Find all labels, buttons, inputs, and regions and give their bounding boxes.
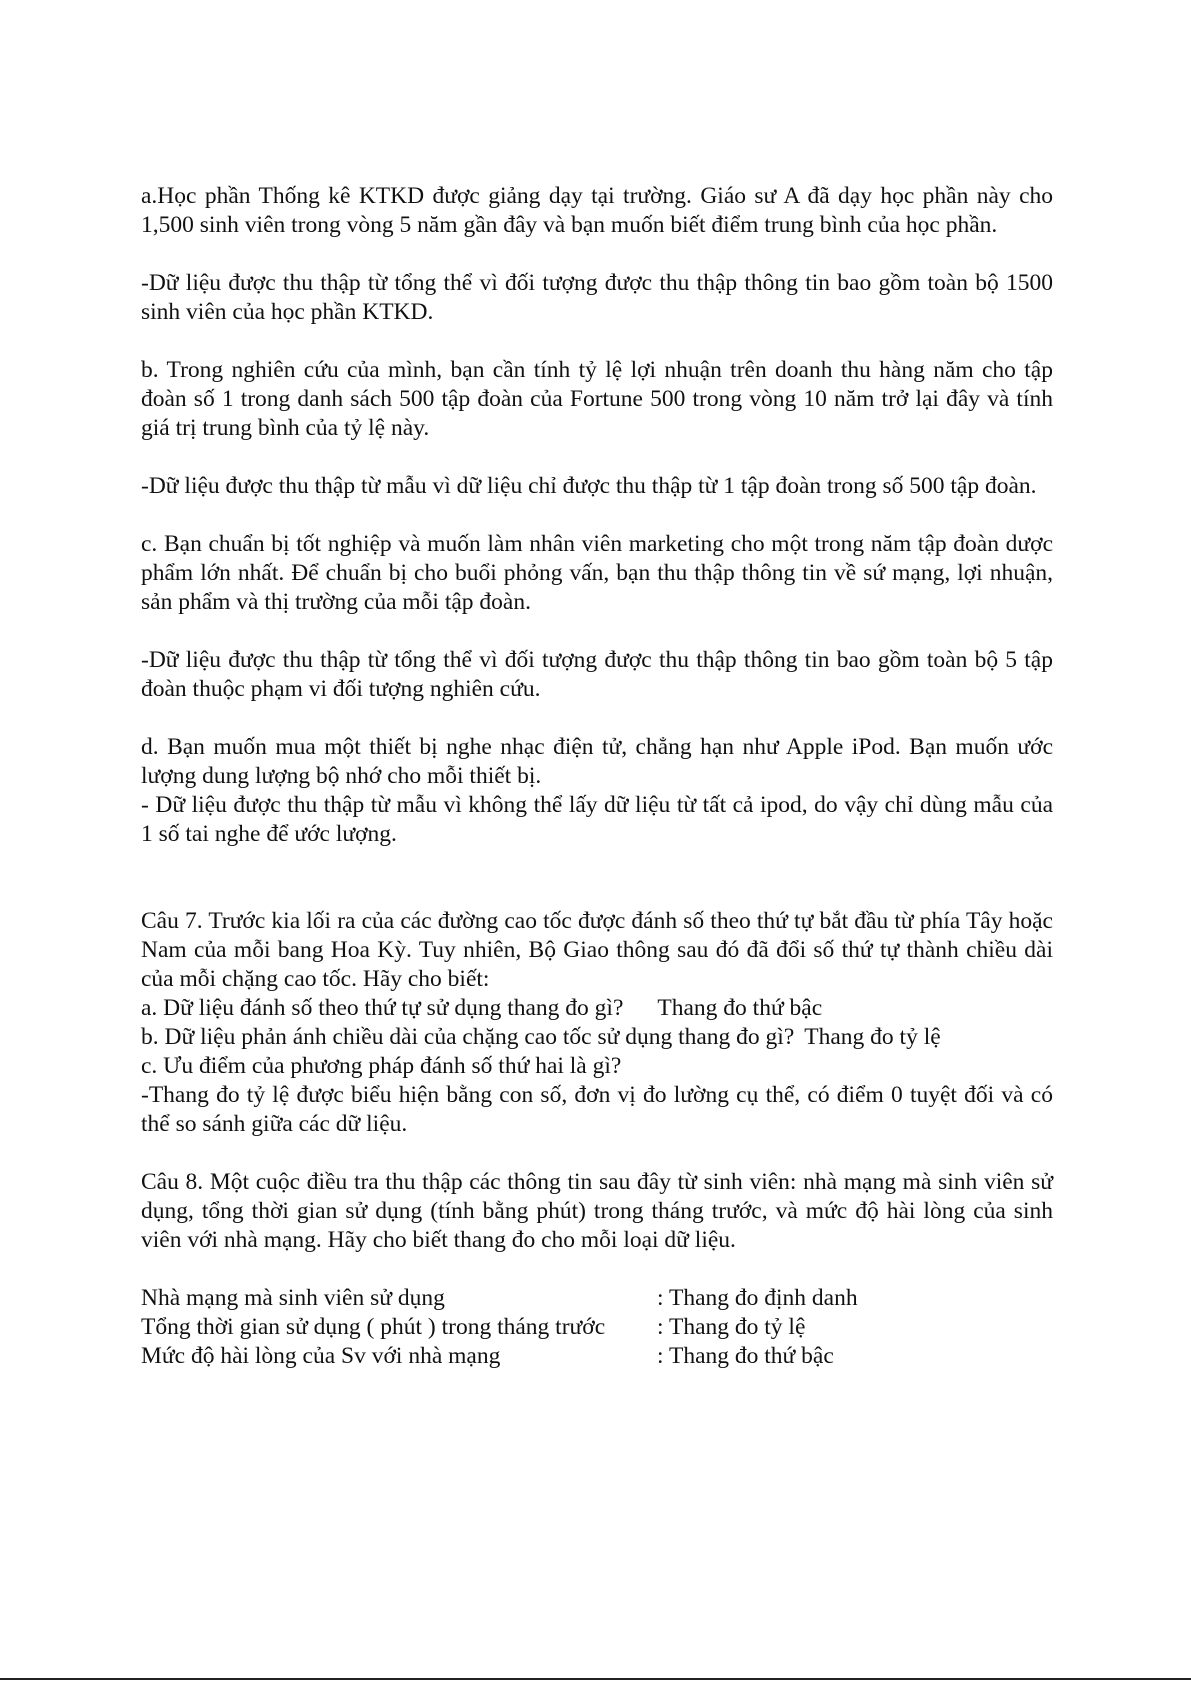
cau8-row-value: : Thang đo thứ bậc [657,1343,834,1369]
cau8-row-label: Tổng thời gian sử dụng ( phút ) trong tháng trước [141,1314,606,1340]
section-b-question: b. Trong nghiên cứu của mình, bạn cần tính tỷ lệ lợi nhuận trên doanh thu hàng năm cho tập đoàn số 1 trong danh sách 500 tập đoàn của Fortune 500 trong vòng 10 năm trở lại đây và tính giá trị trung bình của tỷ lệ này. [141,357,1053,441]
section-c-answer: -Dữ liệu được thu thập từ tổng thể vì đối tượng được thu thập thông tin bao gồm toàn bộ 5 tập đoàn thuộc phạm vi đối tượng nghiên cứu. [141,647,1053,702]
cau8-row [141,1342,1053,1371]
cau8-row-value: : Thang đo định danh [657,1285,858,1311]
document-body [141,182,1053,1371]
page-bottom-rule [0,1678,1191,1680]
section-a-question: a.Học phần Thống kê KTKD được giảng dạy tại trường. Giáo sư A đã dạy học phần này cho 1,500 sinh viên trong vòng 5 năm gần đây và bạn muốn biết điểm trung bình của học phần. [141,183,1053,238]
cau7-answer-c: -Thang đo tỷ lệ được biểu hiện bằng con số, đơn vị đo lường cụ thể, có điểm 0 tuyệt đối và có thể so sánh giữa các dữ liệu. [141,1082,1053,1137]
cau8-row [141,1313,1053,1342]
cau7-question-b: b. Dữ liệu phản ánh chiều dài của chặng cao tốc sử dụng thang đo gì? [141,1024,795,1050]
cau8-row-value: : Thang đo tỷ lệ [657,1314,806,1340]
cau8-row-label: Nhà mạng mà sinh viên sử dụng [141,1285,445,1311]
section-c-question: c. Bạn chuẩn bị tốt nghiệp và muốn làm nhân viên marketing cho một trong năm tập đoàn dược phẩm lớn nhất. Để chuẩn bị cho buổi phỏng vấn, bạn thu thập thông tin về sứ mạng, lợi nhuận, sản phẩm và thị trường của mỗi tập đoàn. [141,531,1053,615]
cau7-answer-b: Thang đo tỷ lệ [804,1024,941,1050]
section-d-answer: - Dữ liệu được thu thập từ mẫu vì không thể lấy dữ liệu từ tất cả ipod, do vậy chỉ dùng mẫu của 1 số tai nghe để ước lượng. [141,792,1053,847]
cau7-answer-a: Thang đo thứ bậc [657,995,823,1021]
cau7-intro: Câu 7. Trước kia lối ra của các đường cao tốc được đánh số theo thứ tự bắt đầu từ phía Tây hoặc Nam của mỗi bang Hoa Kỳ. Tuy nhiên, Bộ Giao thông sau đó đã đổi số thứ tự thành chiều dài của mỗi chặng cao tốc. Hãy cho biết: [141,908,1053,992]
cau7-line-b [141,1023,1053,1052]
cau7-line-a [141,994,1053,1023]
cau8-row-label: Mức độ hài lòng của Sv với nhà mạng [141,1343,501,1369]
section-d-question: d. Bạn muốn mua một thiết bị nghe nhạc điện tử, chẳng hạn như Apple iPod. Bạn muốn ước lượng dung lượng bộ nhớ cho mỗi thiết bị. [141,734,1053,789]
cau8-row [141,1284,1053,1313]
cau7-question-c: c. Ưu điểm của phương pháp đánh số thứ hai là gì? [141,1053,622,1079]
cau8-intro: Câu 8. Một cuộc điều tra thu thập các thông tin sau đây từ sinh viên: nhà mạng mà sinh viên sử dụng, tổng thời gian sử dụng (tính bằng phút) trong tháng trước, và mức độ hài lòng của sinh viên với nhà mạng. Hãy cho biết thang đo cho mỗi loại dữ liệu. [141,1169,1053,1253]
section-b-answer: -Dữ liệu được thu thập từ mẫu vì dữ liệu chỉ được thu thập từ 1 tập đoàn trong số 500 tập đoàn. [141,473,1037,499]
cau7-question-a: a. Dữ liệu đánh số theo thứ tự sử dụng thang đo gì? [141,995,624,1021]
section-a-answer: -Dữ liệu được thu thập từ tổng thể vì đối tượng được thu thập thông tin bao gồm toàn bộ 1500 sinh viên của học phần KTKD. [141,270,1053,325]
